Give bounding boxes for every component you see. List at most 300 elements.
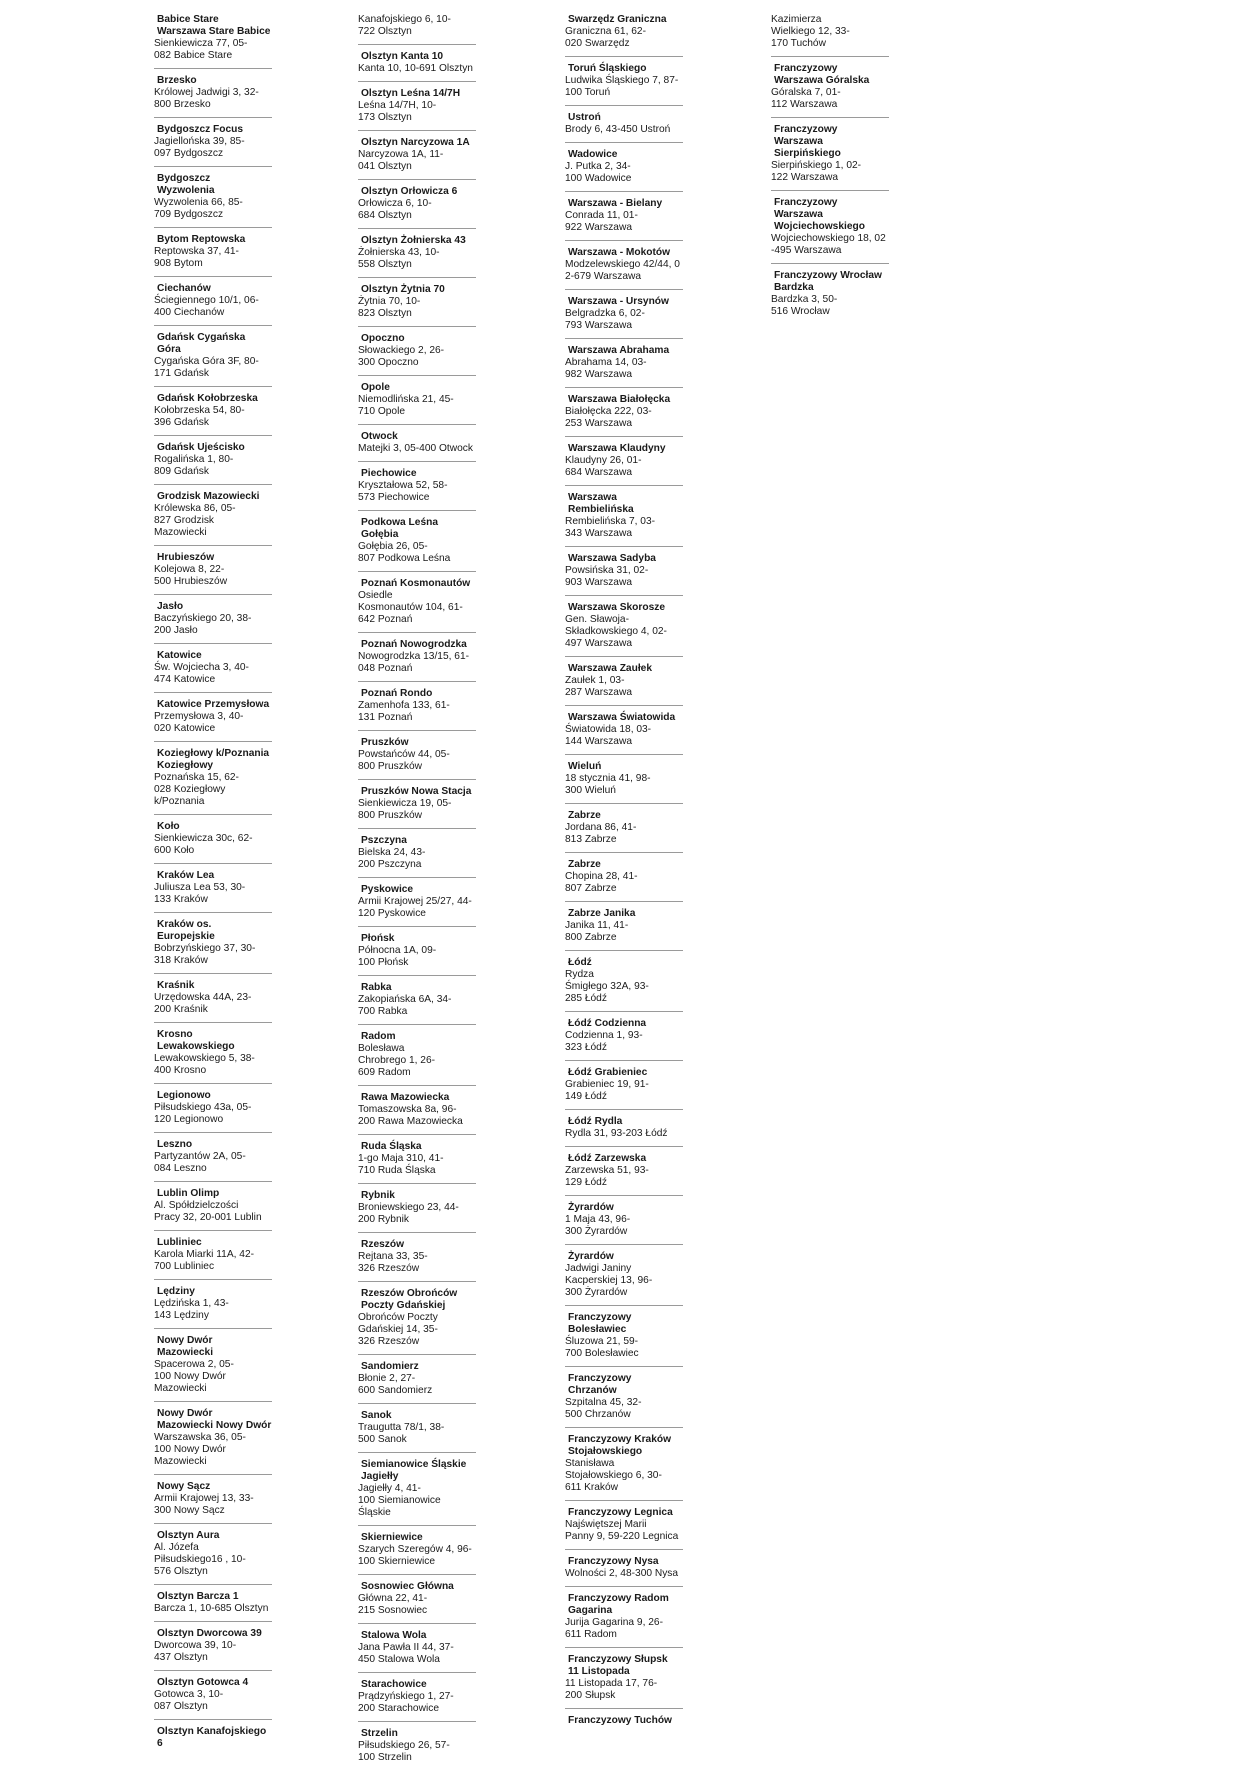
store-name: Franczyzowy Słupsk 11 Listopada (568, 1654, 668, 1677)
store-entry (771, 63, 889, 118)
store-entry (154, 601, 272, 644)
store-entry (565, 1434, 683, 1501)
store-name: Warszawa Abrahama (568, 345, 670, 356)
store-entry (358, 468, 476, 511)
store-name: Łódź Zarzewska (568, 1153, 647, 1164)
store-name: Olsztyn Kanta 10 (361, 51, 444, 62)
store-entry (565, 1654, 683, 1709)
store-address: Obrońców Poczty Gdańskiej 14, 35- 326 Rzeszów (358, 1312, 438, 1347)
store-name: Legionowo (157, 1090, 211, 1101)
store-address: Niemodlińska 21, 45- 710 Opole (358, 394, 454, 417)
store-entry (565, 712, 683, 755)
store-address: Gołębia 26, 05- 807 Podkowa Leśna (358, 541, 451, 564)
store-entry (154, 1237, 272, 1280)
store-address: Północna 1A, 09- 100 Płońsk (358, 945, 437, 968)
store-name: Warszawa - Bielany (568, 198, 663, 209)
store-address: Reptowska 37, 41- 908 Bytom (154, 246, 239, 269)
store-entry (154, 1726, 272, 1756)
store-address: Bolesława Chrobrego 1, 26- 609 Radom (358, 1043, 436, 1078)
store-address: Armii Krajowej 25/27, 44- 120 Pyskowice (358, 896, 472, 919)
store-entry (154, 1029, 272, 1084)
store-entry (358, 431, 476, 462)
store-address: Światowida 18, 03- 144 Warszawa (565, 724, 652, 747)
store-entry (565, 247, 683, 290)
store-entry (154, 173, 272, 228)
store-name: Swarzędz Graniczna (568, 14, 667, 25)
store-address: Zarzewska 51, 93- 129 Łódź (565, 1165, 649, 1188)
store-address: Żołnierska 43, 10- 558 Olsztyn (358, 247, 440, 270)
store-name: Warszawa Białołęcka (568, 394, 671, 405)
store-entry (358, 1361, 476, 1404)
store-entry (565, 296, 683, 339)
store-address: Al. Spółdzielczości Pracy 32, 20-001 Lublin (154, 1200, 262, 1223)
store-entry (358, 284, 476, 327)
store-name: Lubliniec (157, 1237, 202, 1248)
store-entry (565, 1312, 683, 1367)
store-entry (565, 1251, 683, 1306)
store-name: Skierniewice (361, 1532, 423, 1543)
store-address: Błonie 2, 27- 600 Sandomierz (358, 1373, 433, 1396)
store-name: Olsztyn Narcyzowa 1A (361, 137, 470, 148)
store-entry (154, 124, 272, 167)
store-entry (771, 270, 889, 324)
store-entry (771, 197, 889, 264)
store-entry (154, 699, 272, 742)
store-name: Żyrardów (568, 1251, 614, 1262)
store-address: Kołobrzeska 54, 80- 396 Gdańsk (154, 405, 245, 428)
store-entry (358, 884, 476, 927)
store-address: Karola Miarki 11A, 42- 700 Lubliniec (154, 1249, 255, 1272)
store-name: Kraśnik (157, 980, 195, 991)
store-address: Ludwika Śląskiego 7, 87- 100 Toruń (565, 75, 679, 98)
store-address: Powstańców 44, 05- 800 Pruszków (358, 749, 450, 772)
store-name: Wadowice (568, 149, 618, 160)
store-name: Olsztyn Leśna 14/7H (361, 88, 461, 99)
store-address: Modzelewskiego 42/44, 0 2-679 Warszawa (565, 259, 680, 282)
store-address: Słowackiego 2, 26- 300 Opoczno (358, 345, 445, 368)
store-entry (358, 186, 476, 229)
store-address: Codzienna 1, 93- 323 Łódź (565, 1030, 643, 1053)
store-entry (565, 553, 683, 596)
store-entry (565, 1202, 683, 1245)
store-address: Abrahama 14, 03- 982 Warszawa (565, 357, 647, 380)
store-entry (154, 1139, 272, 1182)
store-entry (154, 650, 272, 693)
store-name: Łódź (568, 957, 592, 968)
store-entry (565, 908, 683, 951)
store-entry (565, 1067, 683, 1110)
store-address: Grabieniec 19, 91- 149 Łódź (565, 1079, 649, 1102)
store-entry (154, 491, 272, 546)
store-entry (154, 1090, 272, 1133)
store-address: Rydla 31, 93-203 Łódź (565, 1128, 668, 1139)
store-address: Przemysłowa 3, 40- 020 Katowice (154, 711, 244, 734)
store-address: Św. Wojciecha 3, 40- 474 Katowice (154, 662, 249, 685)
store-address: Osiedle Kosmonautów 104, 61- 642 Poznań (358, 590, 463, 625)
store-entry (154, 1286, 272, 1329)
store-name: Zabrze (568, 859, 601, 870)
store-address: Główna 22, 41- 215 Sosnowiec (358, 1593, 428, 1616)
store-address: Kryształowa 52, 58- 573 Piechowice (358, 480, 448, 503)
store-address: J. Putka 2, 34- 100 Wadowice (565, 161, 632, 184)
store-name: Warszawa Rembielińska (568, 492, 634, 515)
store-name: Olsztyn Orłowicza 6 (361, 186, 458, 197)
store-name: Bydgoszcz Wyzwolenia (157, 173, 215, 196)
store-address: Piłsudskiego 43a, 05- 120 Legionowo (154, 1102, 252, 1125)
store-name: Toruń Śląskiego (568, 63, 647, 74)
store-entry (358, 933, 476, 976)
store-name: Olsztyn Żołnierska 43 (361, 235, 466, 246)
store-name: Zabrze Janika (568, 908, 636, 919)
store-name: Kraków os. Europejskie (157, 919, 215, 942)
store-address: Klaudyny 26, 01- 684 Warszawa (565, 455, 642, 478)
store-name: Starachowice (361, 1679, 427, 1690)
store-address: Gotowca 3, 10- 087 Olsztyn (154, 1689, 224, 1712)
store-name: Strzelin (361, 1728, 398, 1739)
store-address: Żytnia 70, 10- 823 Olsztyn (358, 296, 421, 319)
store-address: Narcyzowa 1A, 11- 041 Olsztyn (358, 149, 444, 172)
store-name: Hrubieszów (157, 552, 215, 563)
store-address: Sienkiewicza 30c, 62- 600 Koło (154, 833, 253, 856)
store-name: Olsztyn Dworcowa 39 (157, 1628, 262, 1639)
store-address: Kazimierza Wielkiego 12, 33- 170 Tuchów (771, 14, 850, 49)
store-name: Olsztyn Barcza 1 (157, 1591, 239, 1602)
store-entry (154, 870, 272, 913)
store-entry (771, 124, 889, 191)
store-entry (565, 1593, 683, 1648)
store-entry (565, 1018, 683, 1061)
store-address: 11 Listopada 17, 76- 200 Słupsk (565, 1678, 658, 1701)
store-address: Królewska 86, 05- 827 Grodzisk Mazowiecki (154, 503, 236, 538)
store-name: Opoczno (361, 333, 405, 344)
store-address: 18 stycznia 41, 98- 300 Wieluń (565, 773, 651, 796)
store-address: Graniczna 61, 62- 020 Swarzędz (565, 26, 646, 49)
store-name: Franczyzowy Wrocław Bardzka (774, 270, 882, 293)
store-name: Sandomierz (361, 1361, 419, 1372)
store-address: Góralska 7, 01- 112 Warszawa (771, 87, 841, 110)
store-name: Franczyzowy Tuchów (568, 1715, 672, 1726)
store-entry (358, 333, 476, 376)
store-entry (154, 234, 272, 277)
store-name: Warszawa - Ursynów (568, 296, 669, 307)
store-name: Koło (157, 821, 180, 832)
store-name: Krosno Lewakowskiego (157, 1029, 235, 1052)
store-entry (358, 51, 476, 82)
store-entry (154, 393, 272, 436)
store-name: Żyrardów (568, 1202, 614, 1213)
store-name: Franczyzowy Radom Gagarina (568, 1593, 669, 1616)
store-address: Rejtana 33, 35- 326 Rzeszów (358, 1251, 428, 1274)
store-address: Śluzowa 21, 59- 700 Bolesławiec (565, 1336, 639, 1359)
store-entry (358, 1410, 476, 1453)
store-address: Broniewskiego 23, 44- 200 Rybnik (358, 1202, 459, 1225)
store-entry (565, 1507, 683, 1550)
store-address: Sienkiewicza 77, 05- 082 Babice Stare (154, 38, 248, 61)
store-entry (154, 1188, 272, 1231)
store-entry (565, 1153, 683, 1196)
store-address: Traugutta 78/1, 38- 500 Sanok (358, 1422, 445, 1445)
store-address: Zamenhofa 133, 61- 131 Poznań (358, 700, 450, 723)
store-name: Rybnik (361, 1190, 395, 1201)
store-name: Nowy Dwór Mazowiecki Nowy Dwór (157, 1408, 272, 1431)
store-entry (358, 835, 476, 878)
store-entry (154, 1335, 272, 1402)
column-4 (771, 14, 889, 330)
store-entry (154, 14, 272, 69)
store-name: Radom (361, 1031, 396, 1042)
store-address: Królowej Jadwigi 3, 32- 800 Brzesko (154, 87, 259, 110)
column-2 (358, 14, 476, 1776)
store-address: Lędzińska 1, 43- 143 Lędziny (154, 1298, 229, 1321)
store-entry (565, 63, 683, 106)
store-name: Bytom Reptowska (157, 234, 246, 245)
store-address: Conrada 11, 01- 922 Warszawa (565, 210, 638, 233)
store-address: Jagiellońska 39, 85- 097 Bydgoszcz (154, 136, 245, 159)
store-name: Rzeszów (361, 1239, 405, 1250)
store-address: Wolności 2, 48-300 Nysa (565, 1568, 679, 1579)
store-entry (358, 235, 476, 278)
store-entry (565, 859, 683, 902)
store-name: Pyskowice (361, 884, 414, 895)
store-name: Warszawa Skorosze (568, 602, 666, 613)
store-entry (358, 382, 476, 425)
store-name: Warszawa Światowida (568, 712, 676, 723)
store-address: Jagiełły 4, 41- 100 Siemianowice Śląskie (358, 1483, 441, 1518)
store-name: Babice Stare Warszawa Stare Babice (157, 14, 271, 37)
store-address: Kanta 10, 10-691 Olsztyn (358, 63, 473, 74)
store-name: Zabrze (568, 810, 601, 821)
store-address: Zakopiańska 6A, 34- 700 Rabka (358, 994, 452, 1017)
store-name: Kraków Lea (157, 870, 215, 881)
store-entry (358, 1630, 476, 1673)
store-address: Partyzantów 2A, 05- 084 Leszno (154, 1151, 246, 1174)
store-name: Katowice Przemysłowa (157, 699, 270, 710)
store-entry (565, 663, 683, 706)
store-address: Szarych Szeregów 4, 96- 100 Skierniewice (358, 1544, 472, 1567)
store-name: Nowy Dwór Mazowiecki (157, 1335, 214, 1358)
store-entry (358, 1459, 476, 1526)
store-name: Opole (361, 382, 390, 393)
store-entry (358, 14, 476, 45)
store-entry (358, 137, 476, 180)
store-name: Franczyzowy Nysa (568, 1556, 659, 1567)
store-name: Brzesko (157, 75, 197, 86)
store-address: Wyzwolenia 66, 85- 709 Bydgoszcz (154, 197, 243, 220)
store-name: Koziegłowy k/Poznania Koziegłowy (157, 748, 270, 771)
store-name: Rzeszów Obrońców Poczty Gdańskiej (361, 1288, 458, 1311)
store-entry (358, 688, 476, 731)
store-entry (358, 982, 476, 1025)
store-address: Najświętszej Marii Panny 9, 59-220 Legnica (565, 1519, 679, 1542)
store-address: Gen. Sławoja- Składkowskiego 4, 02- 497 Warszawa (565, 614, 667, 649)
store-address: Kanafojskiego 6, 10- 722 Olsztyn (358, 14, 451, 37)
store-name: Nowy Sącz (157, 1481, 211, 1492)
store-address: Dworcowa 39, 10- 437 Olsztyn (154, 1640, 237, 1663)
store-entry (154, 1481, 272, 1524)
store-entry (565, 149, 683, 192)
store-name: Sosnowiec Główna (361, 1581, 454, 1592)
store-address: Al. Józefa Piłsudskiego16 , 10- 576 Olsztyn (154, 1542, 246, 1577)
store-entry (154, 1530, 272, 1585)
store-name: Leszno (157, 1139, 193, 1150)
store-address: Orłowicza 6, 10- 684 Olsztyn (358, 198, 432, 221)
store-name: Warszawa - Mokotów (568, 247, 671, 258)
store-address: Bardzka 3, 50- 516 Wrocław (771, 294, 838, 317)
store-entry (358, 639, 476, 682)
store-entry (358, 1679, 476, 1722)
store-entry (358, 1728, 476, 1770)
store-address: Cygańska Góra 3F, 80- 171 Gdańsk (154, 356, 259, 379)
store-address: Janika 11, 41- 800 Zabrze (565, 920, 629, 943)
store-address: Matejki 3, 05-400 Otwock (358, 443, 473, 454)
store-address: Wojciechowskiego 18, 02 -495 Warszawa (771, 233, 886, 256)
store-address: Armii Krajowej 13, 33- 300 Nowy Sącz (154, 1493, 254, 1516)
store-address: Bobrzyńskiego 37, 30- 318 Kraków (154, 943, 256, 966)
store-name: Rawa Mazowiecka (361, 1092, 450, 1103)
store-name: Rabka (361, 982, 392, 993)
store-name: Franczyzowy Kraków Stojałowskiego (568, 1434, 672, 1457)
store-name: Grodzisk Mazowiecki (157, 491, 260, 502)
store-name: Franczyzowy Chrzanów (568, 1373, 632, 1396)
store-entry (154, 442, 272, 485)
store-entry (358, 1581, 476, 1624)
store-entry (154, 821, 272, 864)
store-name: Pruszków Nowa Stacja (361, 786, 472, 797)
store-address: Ściegiennego 10/1, 06- 400 Ciechanów (154, 295, 259, 318)
store-address: Poznańska 15, 62- 028 Koziegłowy k/Poznania (154, 772, 239, 807)
store-entry (358, 1092, 476, 1135)
store-name: Poznań Kosmonautów (361, 578, 471, 589)
store-address: Rydza Śmigłego 32A, 93- 285 Łódź (565, 969, 649, 1004)
store-address: Baczyńskiego 20, 38- 200 Jasło (154, 613, 252, 636)
store-name: Łódź Grabieniec (568, 1067, 648, 1078)
store-name: Warszawa Sadyba (568, 553, 656, 564)
store-name: Ciechanów (157, 283, 211, 294)
store-address: Barcza 1, 10-685 Olsztyn (154, 1603, 269, 1614)
column-3 (565, 14, 683, 1739)
store-address: Jadwigi Janiny Kacperskiej 13, 96- 300 Żyrardów (565, 1263, 653, 1298)
store-name: Lędziny (157, 1286, 195, 1297)
store-entry (358, 578, 476, 633)
store-name: Pszczyna (361, 835, 407, 846)
store-name: Franczyzowy Legnica (568, 1507, 673, 1518)
store-name: Łódź Rydla (568, 1116, 623, 1127)
store-entry (565, 761, 683, 804)
store-address: Kolejowa 8, 22- 500 Hrubieszów (154, 564, 228, 587)
store-address: Rembielińska 7, 03- 343 Warszawa (565, 516, 656, 539)
store-entry (565, 810, 683, 853)
store-entry (358, 1239, 476, 1282)
store-entry (565, 394, 683, 437)
store-name: Podkowa Leśna Gołębia (361, 517, 438, 540)
store-name: Poznań Rondo (361, 688, 433, 699)
store-entry (358, 1190, 476, 1233)
store-entry (565, 1556, 683, 1587)
store-name: Otwock (361, 431, 398, 442)
store-address: Leśna 14/7H, 10- 173 Olsztyn (358, 100, 437, 123)
store-entry (565, 1715, 683, 1733)
store-name: Ruda Śląska (361, 1141, 422, 1152)
store-entry (358, 1031, 476, 1086)
store-entry (154, 75, 272, 118)
store-address: Powsińska 31, 02- 903 Warszawa (565, 565, 649, 588)
store-address: Warszawska 36, 05- 100 Nowy Dwór Mazowiecki (154, 1432, 246, 1467)
store-name: Pruszków (361, 737, 409, 748)
store-address: Juliusza Lea 53, 30- 133 Kraków (154, 882, 246, 905)
store-name: Katowice (157, 650, 202, 661)
store-address: Szpitalna 45, 32- 500 Chrzanów (565, 1397, 642, 1420)
store-entry (358, 1532, 476, 1575)
store-entry (358, 737, 476, 780)
store-address: Urzędowska 44A, 23- 200 Kraśnik (154, 992, 252, 1015)
store-entry (565, 443, 683, 486)
store-entry (565, 14, 683, 57)
store-address: Chopina 28, 41- 807 Zabrze (565, 871, 638, 894)
store-name: Stalowa Wola (361, 1630, 427, 1641)
store-entry (154, 1408, 272, 1475)
store-name: Franczyzowy Bolesławiec (568, 1312, 632, 1335)
store-address: Sienkiewicza 19, 05- 800 Pruszków (358, 798, 452, 821)
store-entry (565, 957, 683, 1012)
store-name: Olsztyn Gotowca 4 (157, 1677, 249, 1688)
store-address: Jana Pawła II 44, 37- 450 Stalowa Wola (358, 1642, 454, 1665)
store-address: Brody 6, 43-450 Ustroń (565, 124, 671, 135)
store-entry (154, 332, 272, 387)
store-name: Lublin Olimp (157, 1188, 220, 1199)
column-1 (154, 14, 272, 1762)
store-name: Piechowice (361, 468, 417, 479)
store-entry (565, 492, 683, 547)
store-name: Olsztyn Aura (157, 1530, 220, 1541)
store-name: Franczyzowy Warszawa Sierpińskiego (774, 124, 841, 159)
store-entry (565, 602, 683, 657)
store-address: Stanisława Stojałowskiego 6, 30- 611 Kraków (565, 1458, 662, 1493)
store-address: Białołęcka 222, 03- 253 Warszawa (565, 406, 652, 429)
store-address: Spacerowa 2, 05- 100 Nowy Dwór Mazowiecki (154, 1359, 234, 1394)
store-entry (565, 1373, 683, 1428)
store-address: Zaułek 1, 03- 287 Warszawa (565, 675, 632, 698)
store-address: Belgradzka 6, 02- 793 Warszawa (565, 308, 645, 331)
store-name: Gdańsk Cygańska Góra (157, 332, 246, 355)
store-name: Bydgoszcz Focus (157, 124, 244, 135)
store-entry (565, 1116, 683, 1147)
store-entry (154, 748, 272, 815)
store-name: Olsztyn Kanafojskiego 6 (157, 1726, 267, 1749)
store-entry (358, 88, 476, 131)
store-entry (154, 919, 272, 974)
store-address: Tomaszowska 8a, 96- 200 Rawa Mazowiecka (358, 1104, 463, 1127)
store-entry (771, 14, 889, 57)
store-entry (154, 1591, 272, 1622)
store-name: Jasło (157, 601, 184, 612)
store-name: Sanok (361, 1410, 392, 1421)
store-entry (565, 198, 683, 241)
store-address: Piłsudskiego 26, 57- 100 Strzelin (358, 1740, 450, 1763)
store-address: Sierpińskiego 1, 02- 122 Warszawa (771, 160, 862, 183)
store-name: Warszawa Klaudyny (568, 443, 666, 454)
store-entry (154, 980, 272, 1023)
store-name: Gdańsk Kołobrzeska (157, 393, 258, 404)
store-name: Wieluń (568, 761, 602, 772)
store-entry (358, 786, 476, 829)
store-name: Siemianowice Śląskie Jagiełły (361, 1459, 467, 1482)
store-address: Lewakowskiego 5, 38- 400 Krosno (154, 1053, 255, 1076)
store-entry (565, 112, 683, 143)
store-name: Warszawa Zaułek (568, 663, 652, 674)
store-address: Jordana 86, 41- 813 Zabrze (565, 822, 637, 845)
store-name: Franczyzowy Warszawa Wojciechowskiego (774, 197, 865, 232)
store-entry (358, 1141, 476, 1184)
